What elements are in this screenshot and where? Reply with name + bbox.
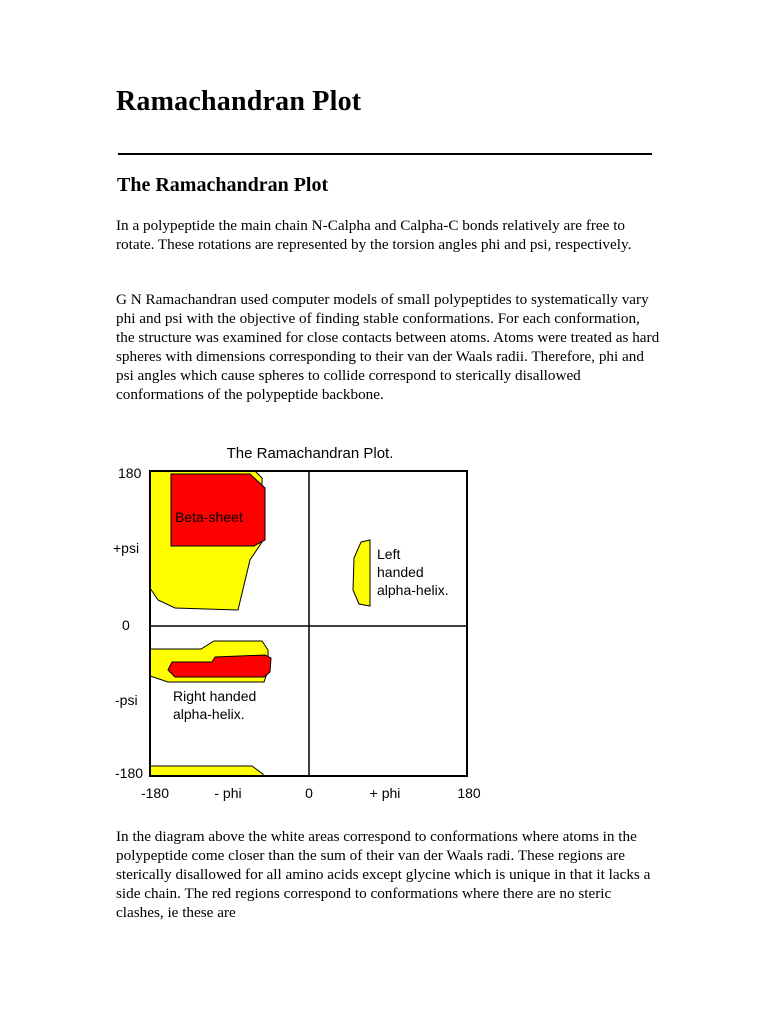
beta-sheet-label: Beta-sheet — [175, 509, 243, 525]
paragraph-diagram-explanation: In the diagram above the white areas correspond to conformations where atoms in the polypeptide come closer than the sum of their van der Waals radi. These regions are sterically disallowed for all amino acids except glycine which is unique in that it lacks a side chain. The red regions correspond to conformations where there are no steric clashes, ie these are — [116, 828, 651, 921]
x-tick-minus-180: -180 — [140, 785, 170, 801]
y-tick-minus-psi: -psi — [115, 692, 138, 708]
right-helix-label-line2: alpha-helix. — [173, 706, 245, 722]
y-tick-plus-psi: +psi — [113, 540, 140, 556]
bottom-edge-region-yellow — [150, 766, 263, 776]
x-tick-minus-phi: - phi — [214, 785, 242, 801]
y-tick-0: 0 — [122, 617, 130, 633]
left-helix-region-yellow — [353, 540, 370, 606]
y-tick-180: 180 — [118, 465, 142, 481]
y-tick-minus-180: -180 — [115, 765, 144, 781]
section-heading: The Ramachandran Plot — [117, 174, 329, 196]
left-helix-label-line1: Left — [377, 546, 401, 562]
left-helix-label-line2: handed — [377, 564, 424, 580]
figure-title: The Ramachandran Plot. — [226, 445, 394, 462]
page-title: Ramachandran Plot — [116, 86, 362, 117]
paragraph-ramachandran-models: G N Ramachandran used computer models of small polypeptides to systematically vary phi and psi with the objective of finding stable conformations. For each conformation, the structure was examined for close contacts between atoms. Atoms were treated as hard spheres with dimensions corresponding to their van der Waals radii. Therefore, phi and psi angles which cause spheres to collide correspond to sterically disallowed conformations of the polypeptide backbone. — [116, 291, 660, 403]
paragraph-torsion-angles: In a polypeptide the main chain N-Calpha and Calpha-C bonds relatively are free to rotate. These rotations are represented by the torsion angles phi and psi, respectively. — [116, 217, 632, 253]
x-tick-0: 0 — [305, 785, 313, 801]
x-tick-plus-phi: + phi — [369, 785, 401, 801]
x-tick-180: 180 — [457, 785, 481, 801]
left-helix-label-line3: alpha-helix. — [377, 582, 449, 598]
right-helix-label-line1: Right handed — [173, 688, 257, 704]
